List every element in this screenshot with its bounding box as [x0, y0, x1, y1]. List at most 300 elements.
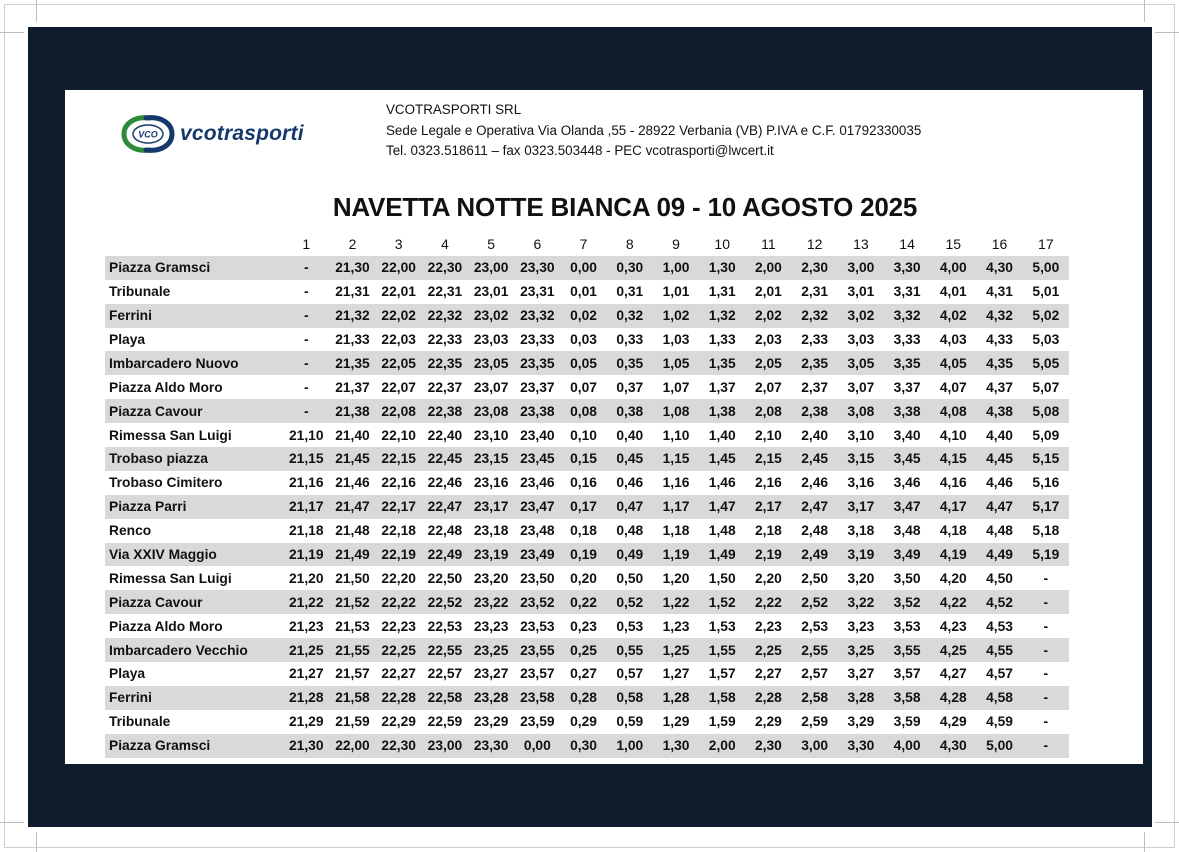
- departure-time: 21,17: [283, 495, 329, 519]
- crop-mark: [0, 822, 24, 823]
- departure-time: 4,23: [939, 618, 967, 634]
- table-row: [105, 614, 1069, 638]
- departure-time: 2,16: [755, 475, 782, 491]
- company-logo: [120, 112, 360, 156]
- departure-time: 21,57: [335, 666, 370, 682]
- departure-time: 23,35: [514, 351, 560, 375]
- departure-time: 22,47: [422, 495, 468, 519]
- departure-time: 23,30: [468, 734, 514, 758]
- departure-time: 3,52: [884, 590, 930, 614]
- run-number-header: 2: [348, 235, 357, 252]
- departure-time: 23,50: [520, 570, 555, 586]
- departure-time: 0,33: [616, 332, 644, 347]
- crop-mark: [36, 0, 37, 22]
- departure-time: 0,28: [560, 686, 606, 710]
- departure-time: 3,18: [847, 523, 875, 539]
- departure-time: 4,59: [986, 714, 1013, 730]
- departure-time: 22,46: [427, 475, 463, 491]
- departure-time: 22,52: [422, 590, 468, 614]
- stop-name: Imbarcadero Vecchio: [105, 638, 283, 662]
- table-row: [105, 662, 1069, 686]
- departure-time: 2,46: [801, 475, 829, 491]
- departure-time: 22,31: [427, 284, 463, 300]
- departure-time: 2,49: [792, 543, 838, 567]
- departure-time: 22,29: [381, 714, 416, 730]
- departure-time: -: [303, 379, 309, 395]
- departure-time: 2,28: [745, 686, 791, 710]
- departure-time: -: [1023, 590, 1069, 614]
- departure-time: 1,38: [699, 399, 745, 423]
- departure-time: 3,38: [884, 399, 930, 423]
- departure-time: 21,35: [329, 351, 375, 375]
- departure-time: 5,08: [1023, 399, 1069, 423]
- stop-name: Via XXIV Maggio: [105, 543, 283, 567]
- table-row: [105, 543, 1069, 567]
- departure-time: 23,25: [468, 638, 514, 662]
- departure-time: 5,19: [1023, 543, 1069, 567]
- departure-time: 3,48: [893, 523, 921, 539]
- departure-time: 23,57: [520, 666, 555, 682]
- departure-time: 5,15: [1023, 447, 1069, 471]
- table-row: [105, 375, 1069, 399]
- departure-time: -: [283, 304, 329, 328]
- departure-time: 3,37: [893, 379, 921, 395]
- departure-time: 0,58: [607, 686, 653, 710]
- departure-time: 0,50: [616, 570, 644, 586]
- departure-time: 3,46: [893, 475, 921, 491]
- departure-time: 22,48: [427, 523, 463, 539]
- departure-time: 3,33: [893, 332, 921, 347]
- departure-time: 21,22: [283, 590, 329, 614]
- departure-time: 4,10: [939, 427, 967, 443]
- departure-time: 22,37: [427, 379, 463, 395]
- departure-time: 23,22: [468, 590, 514, 614]
- departure-time: 0,47: [607, 495, 653, 519]
- departure-time: 23,52: [514, 590, 560, 614]
- table-row: [105, 280, 1069, 304]
- departure-time: 22,57: [427, 666, 463, 682]
- departure-time: 2,18: [755, 523, 782, 539]
- departure-time: 1,59: [708, 714, 736, 730]
- departure-time: 4,20: [939, 570, 967, 586]
- run-number-header: 16: [991, 235, 1008, 252]
- departure-time: 22,20: [381, 570, 416, 586]
- departure-time: 1,55: [699, 638, 745, 662]
- departure-time: 1,47: [699, 495, 745, 519]
- company-address: Sede Legale e Operativa Via Olanda ,55 - 28922 Verbania (VB) P.IVA e C.F. 01792330035: [386, 122, 922, 138]
- table-row: [105, 590, 1069, 614]
- timetable: [105, 232, 1069, 758]
- departure-time: 3,50: [893, 570, 921, 586]
- departure-time: 2,57: [801, 666, 829, 682]
- departure-time: 1,37: [708, 379, 736, 395]
- table-row: [105, 686, 1069, 710]
- departure-time: 21,58: [329, 686, 375, 710]
- departure-time: 23,45: [514, 447, 560, 471]
- departure-time: 22,59: [427, 714, 463, 730]
- page-title: NAVETTA NOTTE BIANCA 09 - 10 AGOSTO 2025: [332, 192, 918, 222]
- departure-time: 1,22: [653, 590, 699, 614]
- departure-time: 23,38: [514, 399, 560, 423]
- departure-time: 0,00: [560, 256, 606, 280]
- departure-time: 22,28: [376, 686, 422, 710]
- departure-time: 0,20: [570, 570, 597, 586]
- departure-time: 21,40: [335, 427, 370, 443]
- vco-logo-icon: [120, 112, 176, 156]
- departure-time: 23,15: [468, 447, 514, 471]
- departure-time: 3,03: [847, 332, 875, 347]
- departure-time: 0,17: [560, 495, 606, 519]
- departure-time: 2,29: [755, 714, 782, 730]
- departure-time: 4,52: [976, 590, 1022, 614]
- departure-time: 3,32: [884, 304, 930, 328]
- departure-time: 22,49: [422, 543, 468, 567]
- departure-time: 22,30: [422, 256, 468, 280]
- header-blank: [105, 232, 283, 256]
- departure-time: 2,31: [801, 284, 829, 300]
- departure-time: 21,18: [288, 523, 324, 539]
- departure-time: 22,33: [427, 332, 463, 347]
- run-number-header: 8: [625, 235, 634, 252]
- departure-time: 23,02: [468, 304, 514, 328]
- departure-time: 2,37: [801, 379, 829, 395]
- departure-time: 22,00: [329, 734, 375, 758]
- departure-time: 3,35: [884, 351, 930, 375]
- departure-time: 4,55: [976, 638, 1022, 662]
- departure-time: 21,27: [288, 666, 324, 682]
- departure-time: 2,50: [801, 570, 829, 586]
- departure-time: 0,53: [616, 618, 644, 634]
- departure-time: -: [283, 351, 329, 375]
- stop-name: Tribunale: [109, 714, 171, 730]
- departure-time: 1,27: [662, 666, 690, 682]
- departure-time: 1,08: [653, 399, 699, 423]
- departure-time: 2,45: [792, 447, 838, 471]
- departure-time: 2,55: [792, 638, 838, 662]
- departure-time: 3,55: [884, 638, 930, 662]
- departure-time: 21,31: [335, 284, 370, 300]
- departure-time: 0,59: [616, 714, 644, 730]
- departure-time: 22,17: [376, 495, 422, 519]
- departure-time: 1,02: [653, 304, 699, 328]
- departure-time: 21,49: [329, 543, 375, 567]
- departure-time: 23,37: [520, 379, 555, 395]
- departure-time: 1,48: [708, 523, 736, 539]
- departure-time: 0,10: [570, 427, 597, 443]
- departure-time: 1,15: [653, 447, 699, 471]
- departure-time: 23,47: [514, 495, 560, 519]
- departure-time: 3,30: [884, 256, 930, 280]
- departure-time: -: [283, 256, 329, 280]
- departure-time: 22,50: [427, 570, 463, 586]
- departure-time: 23,23: [473, 618, 509, 634]
- departure-time: 1,58: [699, 686, 745, 710]
- departure-time: 22,30: [376, 734, 422, 758]
- departure-time: 4,40: [986, 427, 1013, 443]
- departure-time: 2,10: [755, 427, 782, 443]
- departure-time: 3,10: [847, 427, 875, 443]
- departure-time: 2,03: [755, 332, 782, 347]
- departure-time: 4,07: [939, 379, 967, 395]
- departure-time: 0,02: [560, 304, 606, 328]
- departure-time: 4,38: [976, 399, 1022, 423]
- departure-time: 2,23: [755, 618, 782, 634]
- departure-time: -: [1023, 638, 1069, 662]
- departure-time: 23,33: [520, 332, 555, 347]
- departure-time: 23,08: [468, 399, 514, 423]
- departure-time: 5,03: [1032, 332, 1060, 347]
- departure-time: 3,16: [847, 475, 875, 491]
- departure-time: 22,15: [376, 447, 422, 471]
- table-row: [105, 710, 1069, 734]
- table-row: [105, 734, 1069, 758]
- departure-time: 4,28: [930, 686, 976, 710]
- company-name: VCOTRASPORTI SRL: [386, 102, 522, 117]
- departure-time: 5,01: [1032, 284, 1060, 300]
- departure-time: 0,49: [607, 543, 653, 567]
- crop-mark: [1155, 822, 1179, 823]
- departure-time: 22,01: [381, 284, 416, 300]
- departure-time: 1,40: [708, 427, 736, 443]
- departure-time: 22,05: [376, 351, 422, 375]
- departure-time: 2,30: [745, 734, 791, 758]
- run-number-header: 1: [302, 235, 311, 252]
- departure-time: 21,59: [335, 714, 370, 730]
- departure-time: 3,28: [838, 686, 884, 710]
- departure-time: 2,00: [699, 734, 745, 758]
- departure-time: 4,58: [976, 686, 1022, 710]
- departure-time: 1,01: [662, 284, 690, 300]
- departure-time: 4,45: [976, 447, 1022, 471]
- departure-time: 4,16: [939, 475, 967, 491]
- departure-time: 23,49: [514, 543, 560, 567]
- departure-time: 5,00: [976, 734, 1022, 758]
- departure-time: 21,10: [288, 427, 324, 443]
- departure-time: 1,18: [662, 523, 690, 539]
- departure-time: 22,18: [381, 523, 416, 539]
- departure-time: 1,33: [708, 332, 736, 347]
- departure-time: 23,55: [514, 638, 560, 662]
- departure-time: 0,37: [616, 379, 644, 395]
- departure-time: 21,15: [283, 447, 329, 471]
- departure-time: 23,58: [514, 686, 560, 710]
- logo-badge-text: VCO: [138, 129, 158, 140]
- departure-time: 2,01: [755, 284, 782, 300]
- departure-time: 23,16: [473, 475, 509, 491]
- departure-time: 4,49: [976, 543, 1022, 567]
- departure-time: -: [1043, 666, 1049, 682]
- table-row: [105, 638, 1069, 662]
- departure-time: 2,30: [792, 256, 838, 280]
- departure-time: 21,48: [335, 523, 370, 539]
- departure-time: 2,47: [792, 495, 838, 519]
- departure-time: 4,25: [930, 638, 976, 662]
- stop-name: Piazza Gramsci: [105, 256, 283, 280]
- departure-time: 21,52: [329, 590, 375, 614]
- departure-time: 23,40: [520, 427, 555, 443]
- departure-time: 22,03: [381, 332, 416, 347]
- departure-time: 21,37: [335, 379, 370, 395]
- departure-time: 2,27: [755, 666, 782, 682]
- departure-time: 3,29: [847, 714, 875, 730]
- departure-time: 3,25: [838, 638, 884, 662]
- departure-time: 21,50: [335, 570, 370, 586]
- departure-time: 2,58: [792, 686, 838, 710]
- departure-time: 1,23: [662, 618, 690, 634]
- stop-name: Piazza Gramsci: [105, 734, 283, 758]
- logo-wordmark: vcotrasporti: [180, 122, 304, 145]
- departure-time: 2,15: [745, 447, 791, 471]
- departure-time: 23,05: [468, 351, 514, 375]
- departure-time: 4,53: [986, 618, 1013, 634]
- departure-time: 3,00: [838, 256, 884, 280]
- departure-time: 2,40: [801, 427, 829, 443]
- departure-time: 22,53: [427, 618, 463, 634]
- departure-time: 1,49: [699, 543, 745, 567]
- departure-time: 0,19: [560, 543, 606, 567]
- departure-time: 21,29: [288, 714, 324, 730]
- departure-time: 3,27: [847, 666, 875, 682]
- departure-time: 21,30: [329, 256, 375, 280]
- departure-time: 0,07: [570, 379, 597, 395]
- departure-time: 4,02: [930, 304, 976, 328]
- table-row: [105, 519, 1069, 543]
- departure-time: 21,16: [288, 475, 324, 491]
- stop-name: Trobaso piazza: [105, 447, 283, 471]
- departure-time: 1,32: [699, 304, 745, 328]
- departure-time: 0,38: [607, 399, 653, 423]
- departure-time: 0,48: [616, 523, 644, 539]
- departure-time: 23,59: [520, 714, 555, 730]
- departure-time: 22,38: [422, 399, 468, 423]
- stop-name: Playa: [109, 332, 146, 347]
- departure-time: 4,50: [986, 570, 1013, 586]
- run-number-header: 4: [441, 235, 449, 252]
- departure-time: 0,23: [570, 618, 597, 634]
- departure-time: 1,20: [662, 570, 690, 586]
- departure-time: 2,25: [745, 638, 791, 662]
- departure-time: 0,35: [607, 351, 653, 375]
- departure-time: 0,01: [570, 284, 597, 300]
- departure-time: 2,20: [755, 570, 782, 586]
- stop-name: Trobaso Cimitero: [109, 475, 223, 491]
- departure-time: 2,32: [792, 304, 838, 328]
- departure-time: 3,01: [847, 284, 875, 300]
- departure-time: 0,27: [570, 666, 597, 682]
- departure-time: 1,17: [653, 495, 699, 519]
- departure-time: 21,30: [283, 734, 329, 758]
- departure-time: 2,33: [801, 332, 829, 347]
- departure-time: 21,28: [283, 686, 329, 710]
- departure-time: 4,22: [930, 590, 976, 614]
- departure-time: 0,00: [514, 734, 560, 758]
- departure-time: 23,17: [468, 495, 514, 519]
- departure-time: 23,29: [473, 714, 509, 730]
- departure-time: 2,38: [792, 399, 838, 423]
- departure-time: 1,29: [662, 714, 690, 730]
- departure-time: 1,19: [653, 543, 699, 567]
- departure-time: 22,22: [376, 590, 422, 614]
- departure-time: 22,07: [381, 379, 416, 395]
- departure-time: 4,57: [986, 666, 1013, 682]
- header-row: [105, 232, 1069, 256]
- stop-name: Ferrini: [105, 686, 283, 710]
- departure-time: -: [283, 399, 329, 423]
- departure-time: 4,01: [939, 284, 967, 300]
- departure-time: -: [1023, 734, 1069, 758]
- departure-time: 0,08: [560, 399, 606, 423]
- departure-time: 4,15: [930, 447, 976, 471]
- table-row: [105, 495, 1069, 519]
- departure-time: 23,30: [514, 256, 560, 280]
- departure-time: 23,00: [422, 734, 468, 758]
- departure-time: 2,53: [801, 618, 829, 634]
- departure-time: 0,25: [560, 638, 606, 662]
- departure-time: 2,59: [801, 714, 829, 730]
- departure-time: 22,00: [376, 256, 422, 280]
- departure-time: 4,03: [939, 332, 967, 347]
- departure-time: 0,46: [616, 475, 644, 491]
- departure-time: 0,45: [607, 447, 653, 471]
- departure-time: 22,16: [381, 475, 416, 491]
- departure-time: 1,46: [708, 475, 736, 491]
- run-number-header: 15: [945, 235, 962, 252]
- departure-time: 5,07: [1032, 379, 1060, 395]
- departure-time: 2,02: [745, 304, 791, 328]
- departure-time: 4,30: [930, 734, 976, 758]
- departure-time: 0,03: [570, 332, 597, 347]
- departure-time: 3,08: [838, 399, 884, 423]
- departure-time: 1,31: [708, 284, 736, 300]
- stop-name: Piazza Aldo Moro: [109, 618, 223, 634]
- departure-time: 0,15: [560, 447, 606, 471]
- departure-time: 23,00: [468, 256, 514, 280]
- departure-time: 23,53: [520, 618, 555, 634]
- departure-time: 5,17: [1023, 495, 1069, 519]
- departure-time: 21,53: [335, 618, 370, 634]
- departure-time: 22,25: [376, 638, 422, 662]
- departure-time: 1,05: [653, 351, 699, 375]
- departure-time: 3,45: [884, 447, 930, 471]
- departure-time: 4,46: [986, 475, 1013, 491]
- departure-time: 23,27: [473, 666, 509, 682]
- departure-time: 2,35: [792, 351, 838, 375]
- departure-time: 2,07: [755, 379, 782, 395]
- table-row: [105, 471, 1069, 495]
- departure-time: 1,07: [662, 379, 690, 395]
- departure-time: 0,30: [560, 734, 606, 758]
- departure-time: 4,00: [884, 734, 930, 758]
- departure-time: 2,48: [801, 523, 829, 539]
- departure-time: 23,07: [473, 379, 509, 395]
- departure-time: 21,38: [329, 399, 375, 423]
- departure-time: 1,30: [653, 734, 699, 758]
- departure-time: 21,19: [283, 543, 329, 567]
- table-row: [105, 399, 1069, 423]
- departure-time: 3,49: [884, 543, 930, 567]
- departure-time: 1,10: [662, 427, 690, 443]
- crop-mark: [0, 32, 24, 33]
- departure-time: 4,00: [930, 256, 976, 280]
- departure-time: 1,25: [653, 638, 699, 662]
- departure-time: 3,30: [838, 734, 884, 758]
- departure-time: 2,08: [745, 399, 791, 423]
- departure-time: 5,05: [1023, 351, 1069, 375]
- departure-time: 21,23: [288, 618, 324, 634]
- departure-time: 1,53: [708, 618, 736, 634]
- departure-time: 0,55: [607, 638, 653, 662]
- stop-name: Piazza Cavour: [105, 399, 283, 423]
